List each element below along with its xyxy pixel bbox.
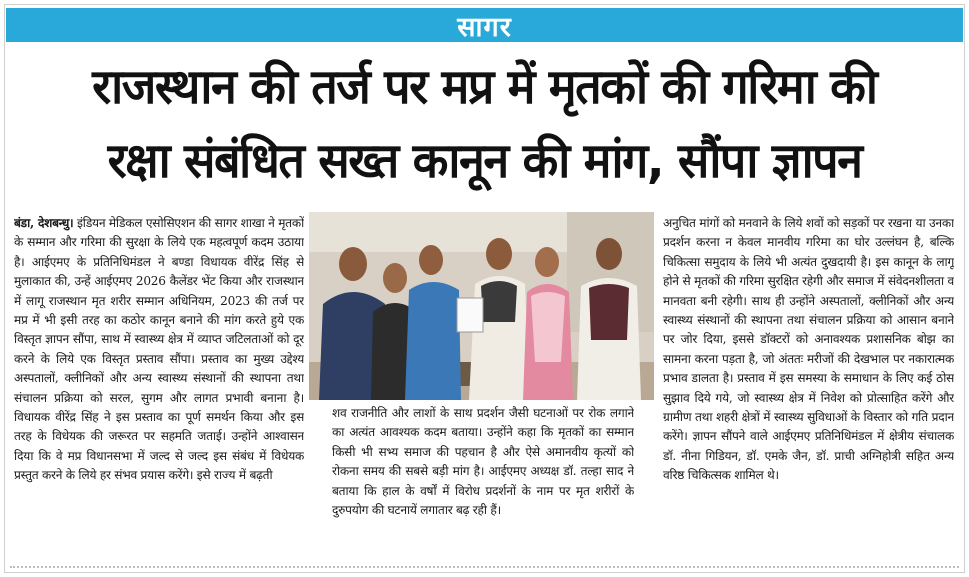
section-header-bar: [6, 8, 963, 42]
headline-line-1: राजस्थान की तर्ज पर मप्र में मृतकों की गरिमा की: [92, 59, 877, 115]
bottom-divider: [10, 566, 959, 568]
dateline: बंडा, देशबन्धु।: [14, 216, 74, 230]
photo-illustration: [309, 212, 654, 400]
article-column-2: [332, 404, 634, 562]
column-1-text: इंडियन मेडिकल एसोसिएशन की सागर शाखा ने मृतकों के सम्मान और गरिमा की सुरक्षा के लिये एक महत्वपूर्ण कदम उठाया है। आईएमए के प्रतिनिधिमंडल ने बण्डा विधायक वीरेंद्र सिंह से मुलाकात की, उन्हें आईएमए 2026 कैलेंडर भेंट किया और राजस्थान में लागू राजस्थान मृत शरीर सम्मान अधिनियम, 2023 की तर्ज पर मप्र में भी इसी तरह का कठोर कानून बनाने की मांग करते हुये एक विस्तृत ज्ञापन सौंपा, साथ में स्वास्थ्य क्षेत्र में व्याप्त जटिलताओं को दूर करने के लिये एक विस्तृत प्रस्ताव सौंपा। प्रस्ताव का मुख्य उद्देश्य अस्पतालों, क्लीनिकों और अन्य स्वास्थ्य संस्थानों की स्थापना तथा संचालन प्रक्रिया को सरल, सुगम और लागत प्रभावी बनाना है। विधायक वीरेंद्र सिंह ने इस प्रस्ताव का पूर्ण समर्थन किया और इस तरह के विधेयक की जरूरत पर सहमति जताई। उन्होंने आश्वासन दिया कि वे मप्र विधानसभा में जल्द से जल्द इस संबंध में विधेयक प्रस्तुत करने के लिये हर संभव प्रयास करेंगे। इसे राज्य में बढ़ती: [14, 216, 304, 483]
news-photo: [309, 212, 654, 400]
article-column-1: [14, 214, 304, 564]
article-column-3: [663, 214, 954, 564]
column-2-text: शव राजनीति और लाशों के साथ प्रदर्शन जैसी घटनाओं पर रोक लगाने का अत्यंत आवश्यक कदम बताया। उन्होंने कहा कि मृतकों का सम्मान किसी भी सभ्य समाज की पहचान है और ऐसे अमानवीय कृत्यों को रोकना समय की सबसे बड़ी मांग है। आईएमए अध्यक्ष डॉ. तल्हा साद ने बताया कि हाल के वर्षों में विरोध प्रदर्शनों के नाम पर मृत शरीरों के दुरुपयोग की घटनायें लगातार बढ़ रही हैं।: [332, 406, 634, 518]
section-label: सागर: [457, 11, 512, 43]
column-3-text: अनुचित मांगों को मनवाने के लिये शवों को सड़कों पर रखना या उनका प्रदर्शन करना न केवल मानवीय गरिमा का घोर उल्लंघन है, बल्कि चिकित्सा समुदाय के लिये भी अत्यंत दुखदायी है। इस कानून के लागू होने से मृतकों की गरिमा सुरक्षित रहेगी और समाज में संवेदनशीलता व मानवता बनी रहेगी। साथ ही उन्होंने अस्पतालों, क्लीनिकों और अन्य स्वास्थ्य संस्थानों की स्थापना तथा संचालन प्रक्रिया को आसान बनाने पर जोर दिया, इससे डॉक्टरों को अनावश्यक प्रशासनिक बोझ का सामना करना पड़ता है, जो अंततः मरीजों की देखभाल पर नकारात्मक प्रभाव डालता है। प्रस्ताव में इस समस्या के समाधान के लिए कई ठोस सुझाव दिये गये, जो स्वास्थ्य क्षेत्र में निवेश को प्रोत्साहित करेंगे और ग्रामीण तथा शहरी क्षेत्रों में स्वास्थ्य सुविधाओं के विस्तार को गति प्रदान करेंगे। ज्ञापन सौंपने वाले आईएमए प्रतिनिधिमंडल में क्षेत्रीय संचालक डॉ. नीना गिडियन, डॉ. एमके जैन, डॉ. प्राची अग्निहोत्री सहित अन्य वरिष्ठ चिकित्सक शामिल थे।: [663, 216, 954, 483]
headline-line-2: रक्षा संबंधित सख्त कानून की मांग, सौंपा ज्ञापन: [107, 133, 862, 189]
headline: [10, 44, 959, 204]
